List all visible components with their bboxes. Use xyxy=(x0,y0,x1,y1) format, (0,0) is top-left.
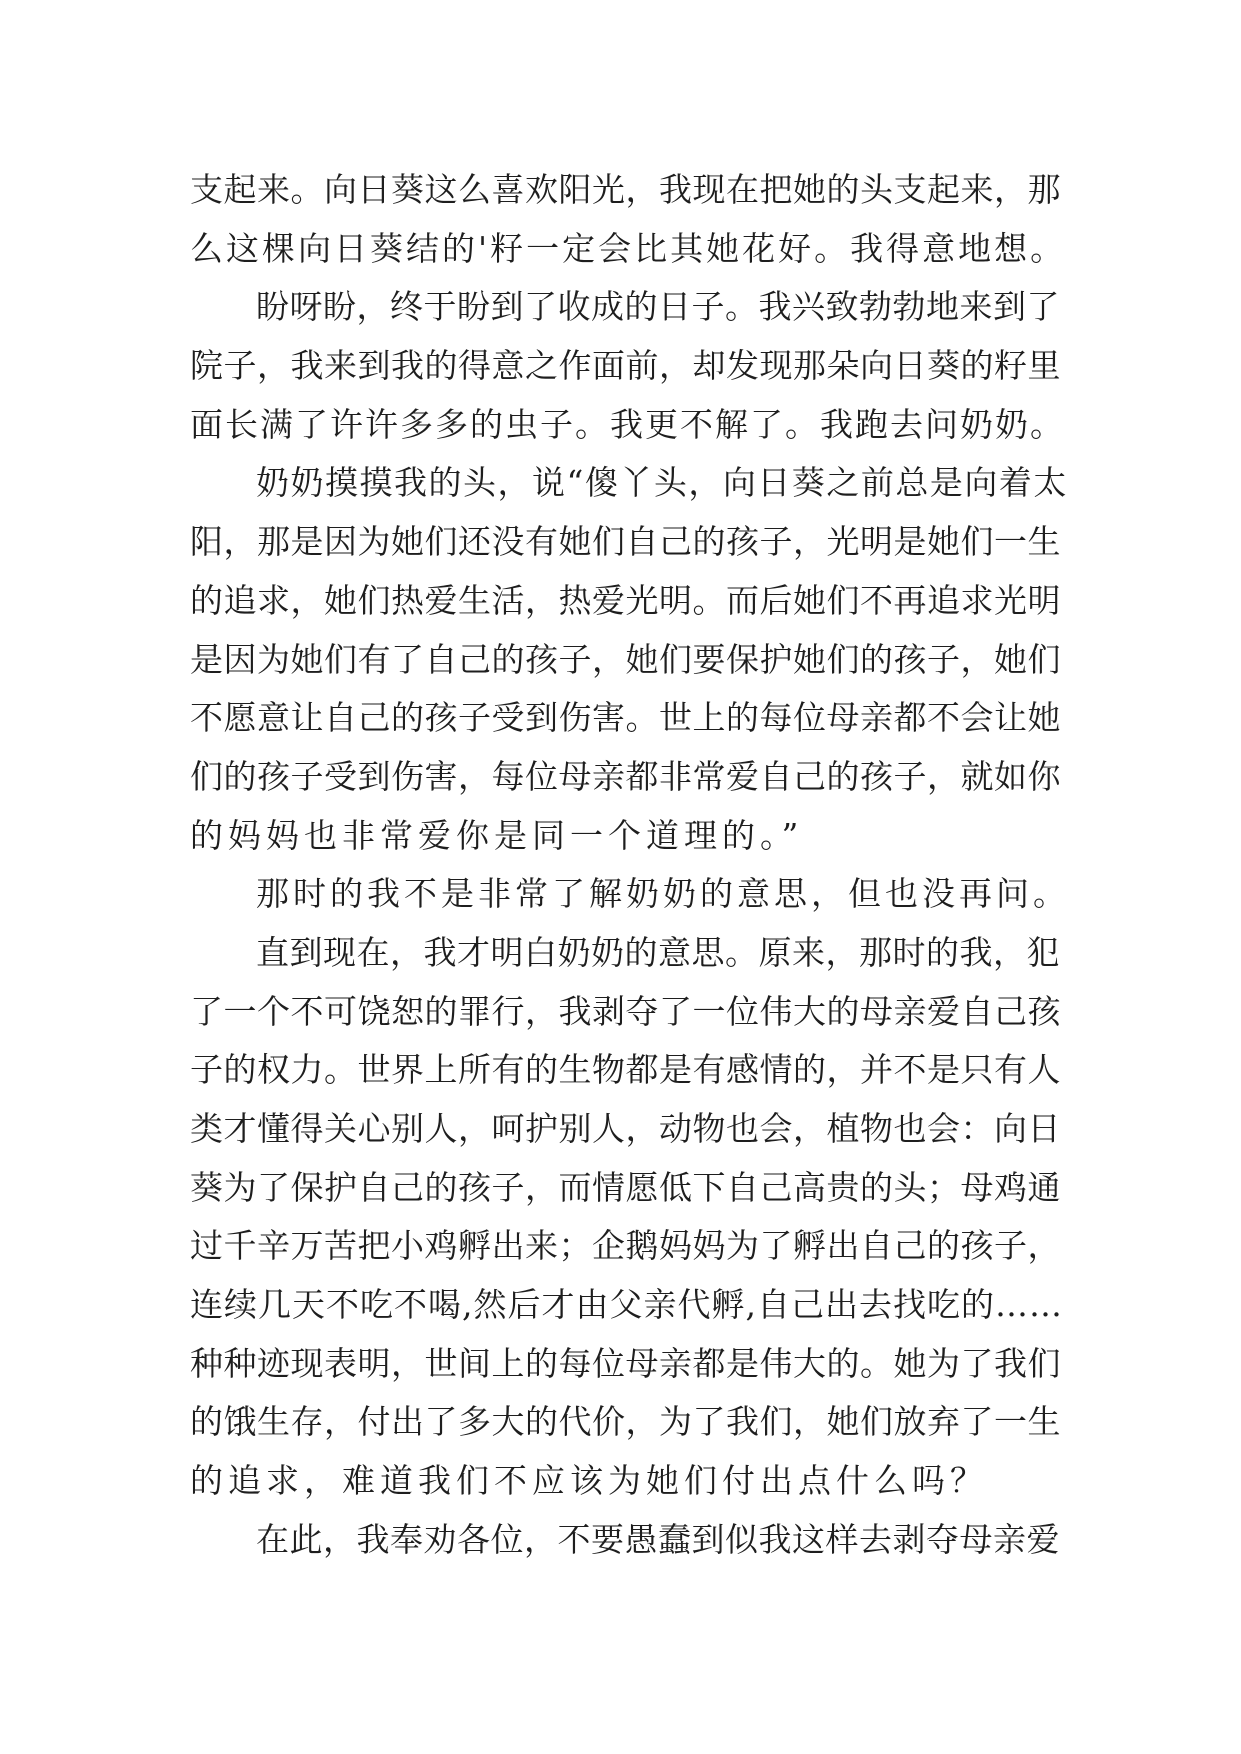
text-line: 支起来。向日葵这么喜欢阳光，我现在把她的头支起来，那 xyxy=(190,170,1061,209)
text-line: 的妈妈也非常爱你是同一个道理的。” xyxy=(190,815,804,855)
text-line: 的追求，她们热爱生活，热爱光明。而后她们不再追求光明 xyxy=(190,580,1061,620)
text-line: 过千辛万苦把小鸡孵出来；企鹅妈妈为了孵出自己的孩子， xyxy=(190,1226,1061,1266)
text-line: 的追求，难道我们不应该为她们付出点什么吗？ xyxy=(190,1461,988,1501)
text-line: 类才懂得关心别人，呵护别人，动物也会，植物也会：向日 xyxy=(190,1109,1061,1148)
text-line: 了一个不可饶恕的罪行，我剥夺了一位伟大的母亲爱自己孩 xyxy=(190,991,1061,1031)
text-line: 那时的我不是非常了解奶奶的意思，但也没再问。 xyxy=(256,874,1070,914)
text-line: 在此，我奉劝各位，不要愚蠢到似我这样去剥夺母亲爱 xyxy=(256,1519,1060,1559)
text-line: 么这棵向日葵结的'籽一定会比其她花好。我得意地想。 xyxy=(190,228,1067,268)
text-line: 院子，我来到我的得意之作面前，却发现那朵向日葵的籽里 xyxy=(190,346,1061,386)
text-line: 的饿生存，付出了多大的代价，为了我们，她们放弃了一生 xyxy=(190,1402,1061,1442)
text-line: 面长满了许许多多的虫子。我更不解了。我跑去问奶奶。 xyxy=(190,404,1065,444)
text-line: 直到现在，我才明白奶奶的意思。原来，那时的我，犯 xyxy=(256,932,1060,972)
text-line: 不愿意让自己的孩子受到伤害。世上的每位母亲都不会让她 xyxy=(190,698,1061,738)
text-line: 盼呀盼，终于盼到了收成的日子。我兴致勃勃地来到了 xyxy=(256,287,1060,327)
text-line: 子的权力。世界上所有的生物都是有感情的，并不是只有人 xyxy=(190,1050,1061,1090)
text-line: 是因为她们有了自己的孩子，她们要保护她们的孩子，她们 xyxy=(190,639,1061,679)
text-line: 阳，那是因为她们还没有她们自己的孩子，光明是她们一生 xyxy=(190,522,1061,562)
text-line: 种种迹现表明，世间上的每位母亲都是伟大的。她为了我们 xyxy=(190,1343,1061,1383)
text-line: 连续几天不吃不喝,然后才由父亲代孵,自己出去找吃的…… xyxy=(190,1285,1063,1325)
text-line: 奶奶摸摸我的头，说“傻丫头，向日葵之前总是向着太 xyxy=(256,463,1068,503)
text-line: 们的孩子受到伤害，每位母亲都非常爱自己的孩子，就如你 xyxy=(190,756,1061,796)
text-line: 葵为了保护自己的孩子，而情愿低下自己高贵的头；母鸡通 xyxy=(190,1167,1061,1207)
document-text-body xyxy=(190,161,1070,1570)
